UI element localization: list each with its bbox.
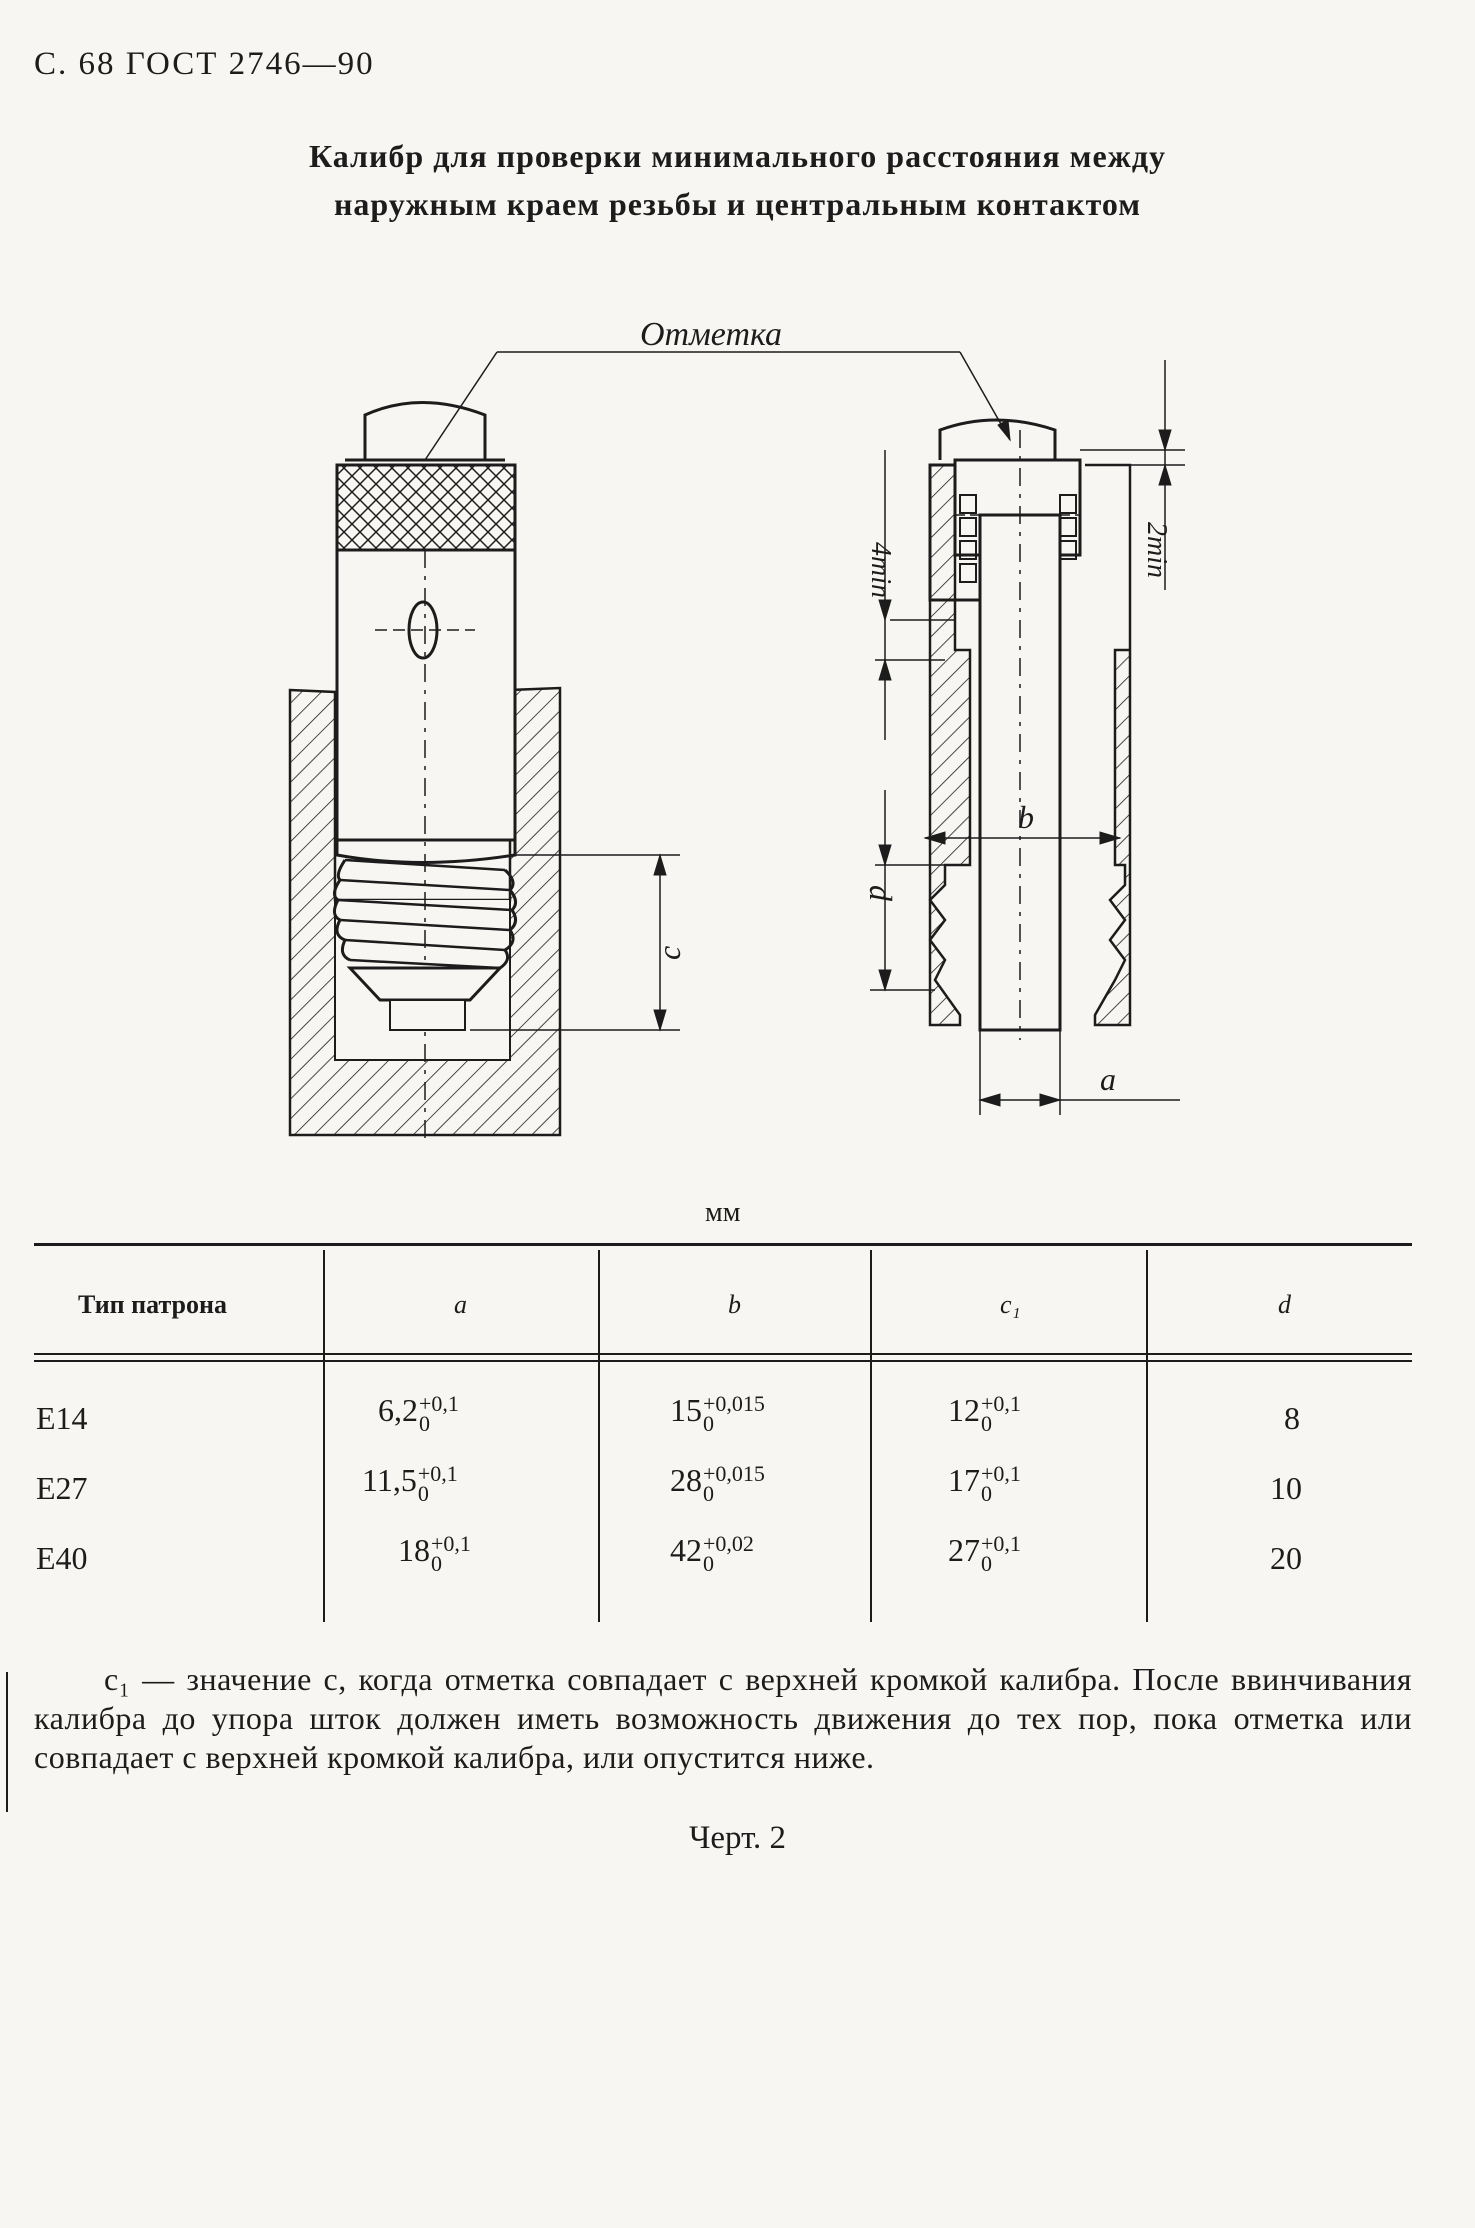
row-e14-b: 15 +0,015 0 <box>670 1390 765 1436</box>
col-divider-4 <box>1146 1250 1148 1622</box>
gauge-drawing <box>0 300 1475 1160</box>
row-e27-d: 10 <box>1270 1470 1302 1506</box>
body-wall-right <box>1085 465 1130 1025</box>
dim-b-label: b <box>1018 799 1034 835</box>
col-divider-1 <box>323 1250 325 1622</box>
margin-bar <box>6 1672 8 1812</box>
row-e14-a: 6,2 +0,1 0 <box>378 1390 459 1436</box>
dim-4min-label: 4min <box>865 542 896 598</box>
figure-caption: Черт. 2 <box>688 1820 787 1856</box>
footnote: c₁ — значение c, когда отметка совпадает с верхней кромкой калибра. После ввинчивания калибра до упора шток должен иметь возможность движения до тех пор, пока отметка или совпадает с верхней кромкой калибра, или опустится ниже. <box>34 1661 1412 1775</box>
header-a: a <box>454 1290 467 1319</box>
gauge-cap-right <box>940 420 1055 460</box>
title-line-2: наружным краем резьбы и центральным контактом <box>333 186 1142 222</box>
table-head-rule-2 <box>34 1360 1412 1362</box>
row-e14-d: 8 <box>1284 1400 1300 1436</box>
units-label: мм <box>705 1197 741 1228</box>
row-e27-c1: 17 +0,1 0 <box>948 1460 1021 1506</box>
mark-label: Отметка <box>640 316 783 353</box>
knurled-grip <box>337 465 515 550</box>
row-e40-d: 20 <box>1270 1540 1302 1576</box>
dim-2min-label: 2min <box>1141 522 1172 578</box>
row-e27-type: E27 <box>36 1470 88 1506</box>
dim-a-label: a <box>1100 1061 1116 1097</box>
row-e14-type: E14 <box>36 1400 88 1436</box>
row-e40-b: 42 +0,02 0 <box>670 1530 754 1576</box>
row-e40-type: E40 <box>36 1540 88 1576</box>
header-d: d <box>1278 1290 1291 1319</box>
header-type: Тип патрона <box>78 1290 227 1319</box>
table-head-rule-1 <box>34 1353 1412 1355</box>
page-header: С. 68 ГОСТ 2746—90 <box>34 46 375 82</box>
row-e40-c1: 27 +0,1 0 <box>948 1530 1021 1576</box>
header-b: b <box>728 1290 741 1319</box>
row-e14-c1: 12 +0,1 0 <box>948 1390 1021 1436</box>
row-e27-a: 11,5 +0,1 0 <box>362 1460 458 1506</box>
row-e27-b: 28 +0,015 0 <box>670 1460 765 1506</box>
col-divider-2 <box>598 1250 600 1622</box>
dim-d-label: d <box>863 885 899 901</box>
dim-c-label: c <box>651 945 687 960</box>
col-divider-3 <box>870 1250 872 1622</box>
figure-title <box>0 132 1475 228</box>
row-e40-a: 18 +0,1 0 <box>398 1530 471 1576</box>
header-c1: c₁ <box>1000 1290 1021 1319</box>
title-line-1: Калибр для проверки минимального расстояния между <box>308 138 1167 174</box>
table-top-rule <box>34 1243 1412 1246</box>
